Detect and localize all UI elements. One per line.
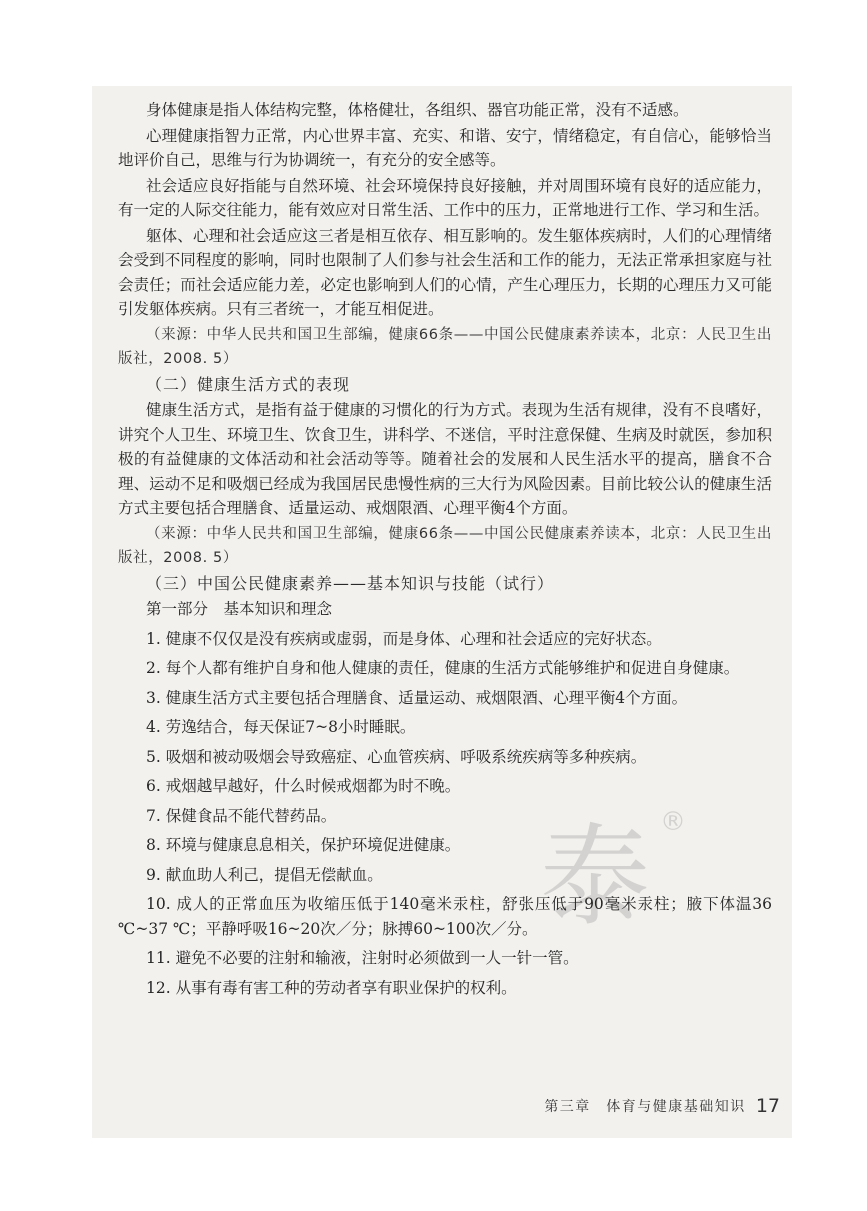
page-footer [520,1095,780,1117]
list-item: 2. 每个人都有维护自身和他人健康的责任，健康的生活方式能够维护和促进自身健康。 [146,659,740,677]
list-item: 7. 保健食品不能代替药品。 [146,806,337,825]
list-item: 6. 戒烟越早越好，什么时候戒烟都为时不晚。 [146,777,461,795]
body-text [118,98,772,1005]
list-item: 9. 献血助人利己，提倡无偿献血。 [146,865,383,884]
section-heading-3: （三）中国公民健康素养——基本知识与技能（试行） [146,573,555,593]
paragraph-healthy-lifestyle: 健康生活方式，是指有益于健康的习惯化的行为方式。表现为生活有规律，没有不良嗜好，讲究个人卫生、环境卫生、饮食卫生，讲科学、不迷信，平时注意保健、生病及时就医，参加积极的有益健康的文体活动和社会活动等等。随着社会的发展和人民生活水平的提高，膳食不合理、运动不足和吸烟已经成为我国居民患慢性病的三大行为风险因素。目前比较公认的健康生活方式主要包括合理膳食、适量运动、戒烟限酒、心理平衡4个方面。 [118,401,772,517]
section-heading-2: （二）健康生活方式的表现 [146,374,351,394]
list-item: 1. 健康不仅仅是没有疾病或虚弱，而是身体、心理和社会适应的完好状态。 [146,629,662,648]
list-item: 3. 健康生活方式主要包括合理膳食、适量运动、戒烟限酒、心理平衡4个方面。 [146,688,688,707]
source-citation-2: （来源：中华人民共和国卫生部编，健康66条——中国公民健康素养读本，北京：人民卫生出版社，2008. 5） [118,525,772,566]
page-number: 17 [755,1095,780,1117]
watermark-glyph: 泰 [540,813,650,941]
list-item: 10. 成人的正常血压为收缩压低于140毫米汞柱，舒张压低于90毫米汞柱；腋下体温36 ℃~37 ℃；平静呼吸16~20次／分；脉搏60~100次／分。 [118,895,772,938]
list-item: 5. 吸烟和被动吸烟会导致癌症、心血管疾病、呼吸系统疾病等多种疾病。 [146,747,647,766]
paragraph-social-adaptation: 社会适应良好指能与自然环境、社会环境保持良好接触，并对周围环境有良好的适应能力，有一定的人际交往能力，能有效应对日常生活、工作中的压力，正常地进行工作、学习和生活。 [118,176,772,219]
list-item: 12. 从事有毒有害工种的劳动者享有职业保护的权利。 [146,978,517,997]
list-item: 11. 避免不必要的注射和输液，注射时必须做到一人一针一管。 [146,949,579,967]
source-citation-1: （来源：中华人民共和国卫生部编，健康66条——中国公民健康素养读本，北京：人民卫生出版社，2008. 5） [118,326,772,367]
paragraph-physical-health: 身体健康是指人体结构完整，体格健壮，各组织、器官功能正常，没有不适感。 [146,101,689,119]
registered-mark: ® [660,807,686,837]
paragraph-interdependence: 躯体、心理和社会适应这三者是相互依存、相互影响的。发生躯体疾病时，人们的心理情绪会受到不同程度的影响，同时也限制了人们参与社会生活和工作的能力，无法正常承担家庭与社会责任；而社会适应能力差，必定也影响到人们的心情，产生心理压力，长期的心理压力又可能引发躯体疾病。只有三者统一，才能互相促进。 [118,226,772,318]
paragraph-mental-health: 心理健康指智力正常，内心世界丰富、充实、和谐、安宁，情绪稳定，有自信心，能够恰当地评价自己，思维与行为协调统一，有充分的安全感等。 [118,126,772,169]
list-item: 4. 劳逸结合，每天保证7~8小时睡眠。 [146,718,416,736]
subsection-heading: 第一部分 基本知识和理念 [146,600,333,618]
chapter-title: 第三章 体育与健康基础知识 [544,1099,746,1115]
list-item: 8. 环境与健康息息相关，保护环境促进健康。 [146,836,461,854]
